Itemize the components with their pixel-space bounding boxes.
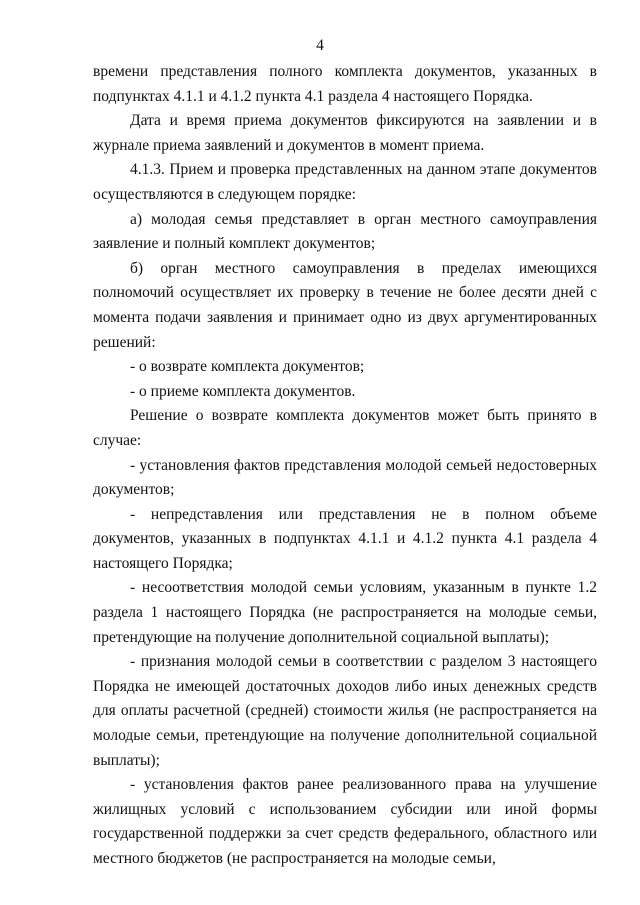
paragraph-date-time: Дата и время приема документов фиксируются на заявлении и в журнале приема заявлений и документов в момент приема. [93, 112, 597, 154]
paragraph-return-decision: Решение о возврате комплекта документов может быть принято в случае: [93, 407, 597, 449]
page-number: 4 [316, 37, 324, 54]
list-item-a: а) молодая семья представляет в орган местного самоуправления заявление и полный комплект документов; [93, 210, 597, 253]
condition-unreliable-documents: - установления фактов представления молодой семьей недостоверных документов; [93, 456, 597, 499]
paragraph-4-1-3: 4.1.3. Прием и проверка представленных на данном этапе документов осуществляются в следующем порядке: [93, 161, 597, 203]
list-item-b: б) орган местного самоуправления в пределах имеющихся полномочий осуществляет их проверку в течение не более десяти дней с момента подачи заявления и принимает одно из двух аргументированных решений: [93, 259, 597, 351]
paragraph-continuation: времени представления полного комплекта документов, указанных в подпунктах 4.1.1 и 4.1.2 пункта 4.1 раздела 4 настоящего Порядка. [93, 63, 597, 105]
document-body [93, 60, 597, 872]
condition-nonconformity: - несоответствия молодой семьи условиям, указанным в пункте 1.2 раздела 1 настоящего Порядка (не распространяется на молодые семьи, претендующие на получение дополнительной социальной выплаты); [93, 579, 597, 646]
decision-option-return: - о возврате комплекта документов; [130, 358, 365, 376]
condition-prior-right: - установления фактов ранее реализованного права на улучшение жилищных условий с использованием субсидии или иной формы государственной поддержки за счет средств федерального, областного или местного бюджетов (не распространяется на молодые семьи, [93, 776, 597, 867]
condition-incomplete-documents: - непредставления или представления не в полном объеме документов, указанных в подпунктах 4.1.1 и 4.1.2 пункта 4.1 раздела 4 настоящего Порядка; [93, 505, 597, 572]
condition-insufficient-income: - признания молодой семьи в соответствии с разделом 3 настоящего Порядка не имеющей достаточных доходов либо иных денежных средств для оплаты расчетной (средней) стоимости жилья (не распространяется на молодые семьи, претендующие на получение дополнительной социальной выплаты); [93, 653, 597, 769]
decision-option-accept: - о приеме комплекта документов. [130, 382, 356, 400]
